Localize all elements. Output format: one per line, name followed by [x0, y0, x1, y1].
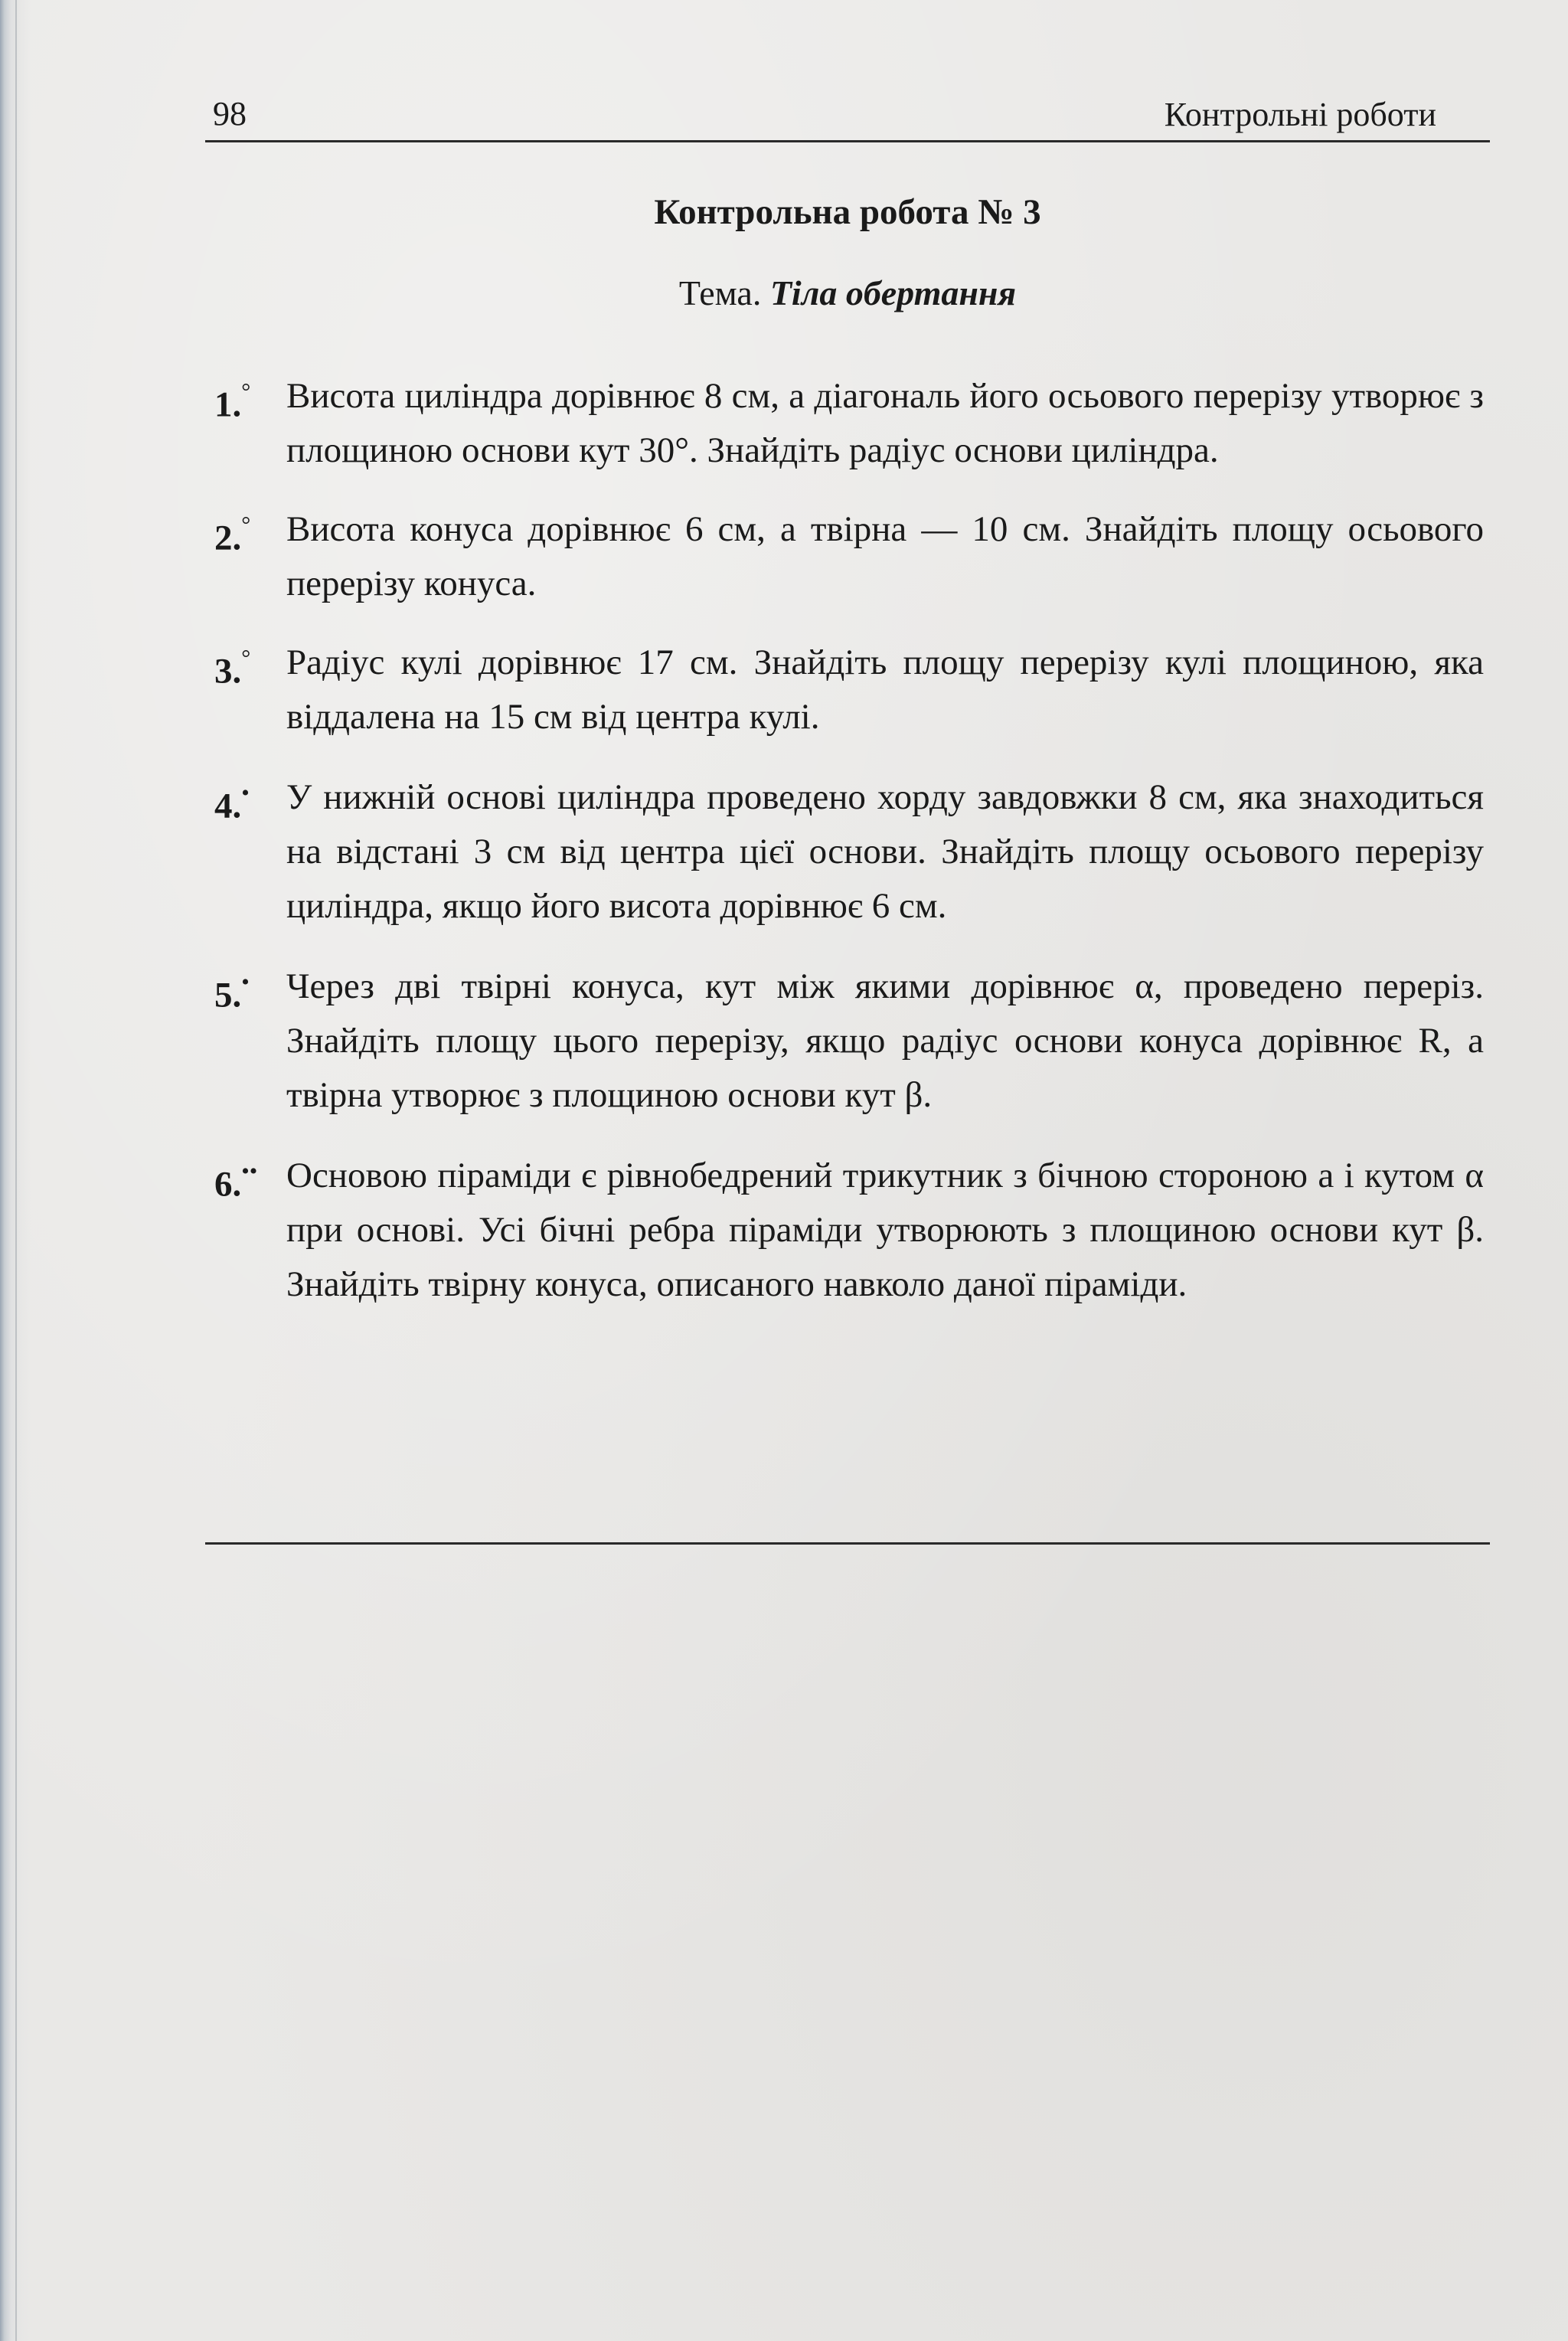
problem-1 — [205, 369, 1484, 478]
page-binding-edge — [0, 0, 31, 2341]
problem-text: У нижній основі циліндра проведено хорду завдовжки 8 см, яка знаходиться на відстані 3 см від центра цієї основи. Знайдіть площу осьового перерізу циліндра, якщо його висота дорівнює 6 см. — [286, 777, 1484, 926]
problem-3 — [205, 636, 1484, 744]
page-header — [205, 90, 1490, 152]
problem-number: 5.• — [214, 969, 250, 1015]
problem-5 — [205, 960, 1484, 1123]
page-number: 98 — [213, 95, 247, 132]
problem-4 — [205, 770, 1484, 933]
problem-text: Висота конуса дорівнює 6 см, а твірна — 10 см. Знайдіть площу осьового перерізу конуса. — [286, 509, 1484, 603]
topic-line — [205, 273, 1490, 313]
problem-number: 4.• — [214, 780, 250, 826]
page-title: Контрольна робота № 3 — [654, 192, 1041, 232]
difficulty-mark: • — [241, 780, 250, 806]
problem-number: 1.° — [214, 379, 251, 425]
topic-label: Тема. — [678, 273, 762, 312]
problem-number: 6.•• — [214, 1159, 258, 1205]
difficulty-mark: • — [241, 969, 250, 995]
bottom-divider — [205, 1542, 1490, 1545]
header-divider — [205, 140, 1490, 142]
difficulty-mark: •• — [241, 1159, 258, 1184]
problem-list — [205, 369, 1484, 1312]
problem-text: Висота циліндра дорівнює 8 см, а діагональ його осьового перерізу утворює з площиною основи кут 30°. Знайдіть радіус основи циліндра. — [286, 376, 1484, 470]
difficulty-mark: ° — [241, 512, 251, 538]
running-head: Контрольні роботи — [1164, 96, 1436, 133]
problem-number: 3.° — [214, 646, 251, 692]
problem-text: Через дві твірні конуса, кут між якими дорівнює α, проведено переріз. Знайдіть площу цього перерізу, якщо радіус основи конуса дорівнює R, а твірна утворює з площиною основи кут β. — [286, 966, 1484, 1115]
topic-value: Тіла обертання — [769, 273, 1017, 312]
binding-line — [15, 0, 17, 2341]
difficulty-mark: ° — [241, 646, 251, 671]
difficulty-mark: ° — [241, 379, 251, 404]
problem-text: Основою піраміди є рівнобедрений трикутник з бічною стороною a і кутом α при основі. Усі бічні ребра піраміди утворюють з площиною основи кут β. Знайдіть твірну конуса, описаного навколо даної піраміди. — [286, 1156, 1484, 1304]
problem-6 — [205, 1149, 1484, 1312]
problem-text: Радіус кулі дорівнює 17 см. Знайдіть площу перерізу кулі площиною, яка віддалена на 15 см від центра кулі. — [286, 642, 1484, 737]
problem-2 — [205, 502, 1484, 611]
problem-number: 2.° — [214, 512, 251, 558]
